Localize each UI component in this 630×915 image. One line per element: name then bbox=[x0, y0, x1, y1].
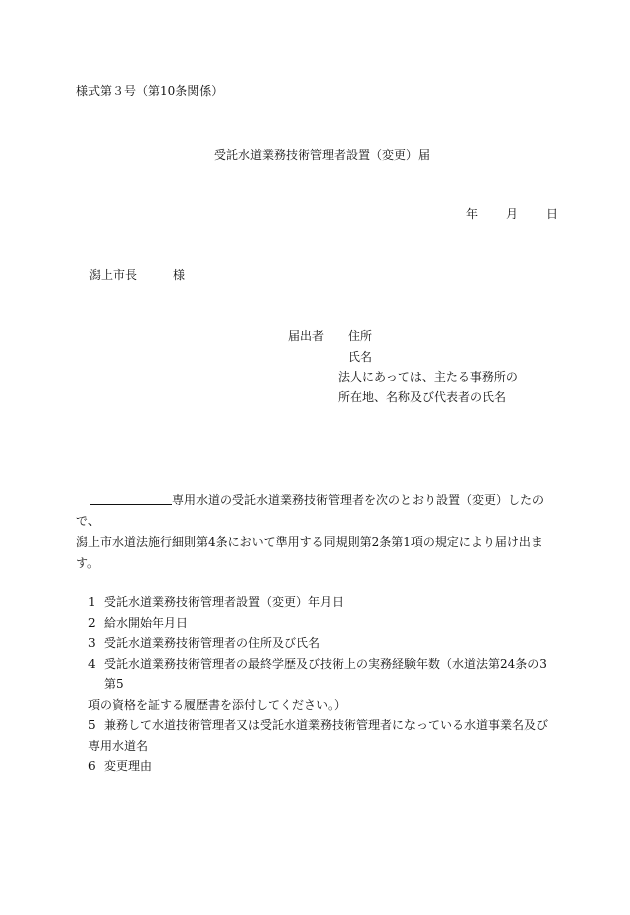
item-number: 2 bbox=[88, 615, 96, 630]
date-year-label: 年 bbox=[466, 207, 479, 221]
item-text-continued: 項の資格を証する履歴書を添付してください。） bbox=[88, 697, 347, 712]
item-list bbox=[76, 592, 554, 777]
notifier-name-label: 氏名 bbox=[348, 350, 373, 364]
item-number: 4 bbox=[88, 656, 96, 671]
item-number: 5 bbox=[88, 718, 96, 732]
date-month-label: 月 bbox=[506, 207, 519, 221]
body-line-3: す。 bbox=[76, 556, 100, 570]
item-text: 受託水道業務技術管理者設置（変更）年月日 bbox=[104, 595, 345, 609]
body-line-2: 潟上市水道法施行細則第4条において準用する同規則第2条第1項の規定により届け出ま bbox=[76, 535, 543, 549]
list-item bbox=[76, 592, 554, 613]
corporate-note-line-1: 法人にあっては、主たる事務所の bbox=[338, 370, 518, 384]
item-number: 3 bbox=[88, 636, 96, 650]
item-text: 受託水道業務技術管理者の最終学歴及び技術上の実務経験年数（水道法第24条の3第5 bbox=[104, 656, 547, 691]
document-title: 受託水道業務技術管理者設置（変更）届 bbox=[214, 148, 431, 162]
notification-body bbox=[76, 490, 554, 574]
notifier-label: 届出者 bbox=[288, 329, 325, 343]
item-text: 変更理由 bbox=[104, 759, 153, 773]
addressee-honorific: 様 bbox=[173, 268, 186, 282]
list-item bbox=[76, 654, 554, 716]
body-line-1: 専用水道の受託水道業務技術管理者を次のとおり設置（変更）したので、 bbox=[76, 493, 545, 528]
addressee bbox=[89, 269, 185, 281]
corporate-note-line-2: 所在地、名称及び代表者の氏名 bbox=[338, 390, 507, 404]
notifier-address-label: 住所 bbox=[348, 329, 373, 343]
date-day-label: 日 bbox=[546, 207, 559, 221]
item-number: 6 bbox=[88, 759, 96, 773]
item-text: 給水開始年月日 bbox=[104, 615, 189, 630]
name-blank-line bbox=[90, 492, 172, 505]
item-text: 受託水道業務技術管理者の住所及び氏名 bbox=[104, 636, 321, 650]
list-item bbox=[76, 715, 554, 756]
item-number: 1 bbox=[88, 595, 96, 609]
item-text: 兼務して水道技術管理者又は受託水道業務技術管理者になっている水道事業名及び bbox=[104, 718, 549, 732]
list-item bbox=[76, 613, 554, 634]
list-item bbox=[76, 633, 554, 654]
form-number: 様式第３号（第10条関係） bbox=[76, 84, 224, 98]
date-line bbox=[466, 208, 558, 220]
addressee-name: 潟上市長 bbox=[89, 268, 138, 282]
item-text-continued: 専用水道名 bbox=[88, 738, 149, 753]
list-item bbox=[76, 756, 554, 777]
